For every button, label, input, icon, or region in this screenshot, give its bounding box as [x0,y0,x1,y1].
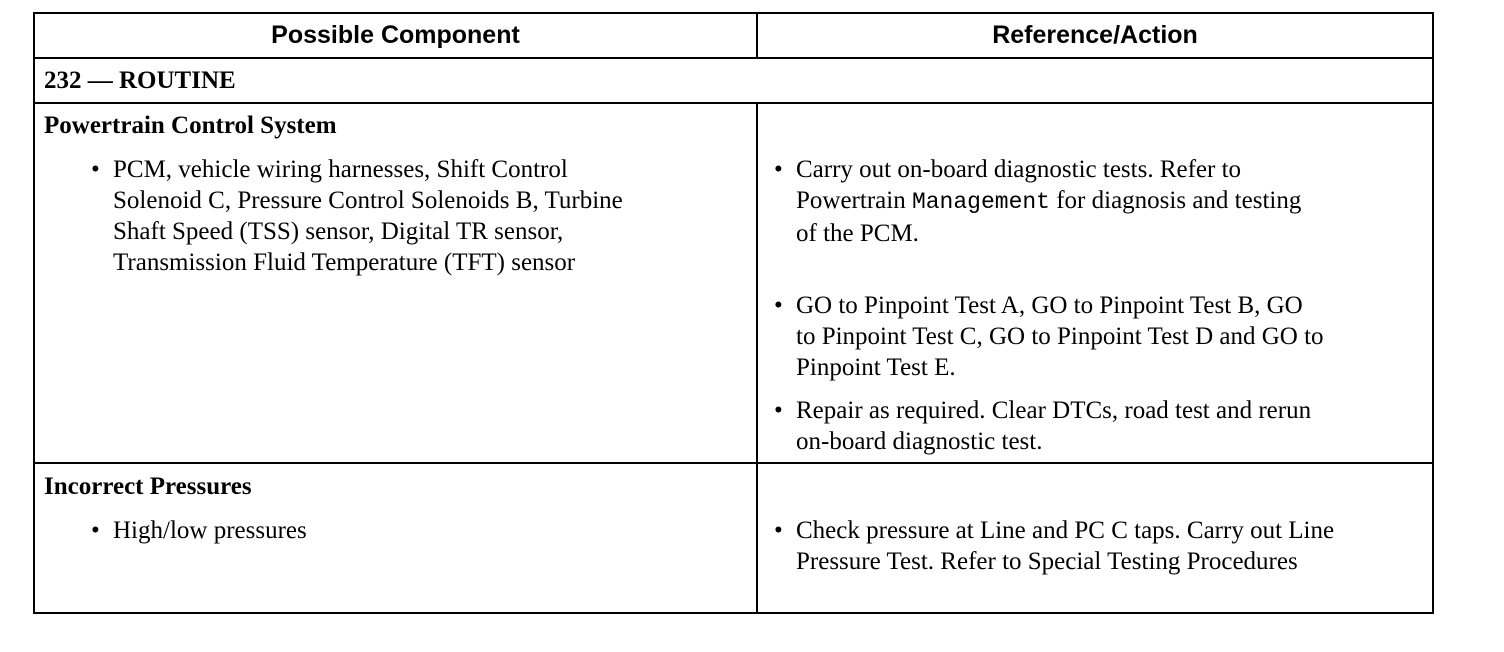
routine-divider [35,102,1432,104]
component-line: PCM, vehicle wiring harnesses, Shift Control [113,156,568,183]
powertrain-management-reference: Management [911,189,1050,215]
action-line: Pinpoint Test E. [796,354,956,381]
action-line: GO to Pinpoint Test A, GO to Pinpoint Test B, GO [796,292,1303,319]
action-line: Check pressure at Line and PC C taps. Carry out Line [796,517,1335,544]
bullet-glyph: • [774,517,783,544]
action-line: Repair as required. Clear DTCs, road test and rerun [796,397,1312,424]
component-line: Transmission Fluid Temperature (TFT) sensor [113,249,576,276]
component-line: Solenoid C, Pressure Control Solenoids B, Turbine [113,187,623,214]
action-bullet-repair [774,395,1424,457]
action-text: Powertrain [796,187,912,214]
action-line: of the PCM. [796,220,919,247]
component-line: Shaft Speed (TSS) sensor, Digital TR sensor, [113,218,564,245]
action-line: to Pinpoint Test C, GO to Pinpoint Test D and GO to [796,323,1324,350]
action-line: Carry out on-board diagnostic tests. Refer to [796,156,1242,183]
section-title-powertrain: Powertrain Control System [44,112,337,139]
bullet-glyph: • [91,517,100,544]
header-reference-action: Reference/Action [992,21,1198,49]
column-divider-body [756,102,758,612]
component-line: High/low pressures [113,517,307,544]
action-text: for diagnosis and testing [1049,187,1302,214]
action-bullet-check-pressure [774,515,1424,577]
bullet-glyph: • [774,156,783,183]
action-bullet-onboard-tests [774,154,1424,247]
section-divider [35,462,1432,464]
component-bullet-powertrain [91,154,731,278]
header-divider [35,57,1432,59]
action-line: on-board diagnostic test. [796,428,1043,455]
section-title-incorrect-pressures: Incorrect Pressures [44,473,252,500]
bullet-glyph: • [774,292,783,319]
action-line [796,185,1301,218]
action-bullet-pinpoint-tests [774,290,1424,383]
action-line: Pressure Test. Refer to Special Testing Procedures [796,548,1298,575]
bullet-glyph: • [774,397,783,424]
component-bullet-pressures [91,515,731,546]
routine-title: 232 — ROUTINE [44,67,236,94]
diagnostic-table [33,12,1434,614]
header-possible-component: Possible Component [271,21,520,49]
bullet-glyph: • [91,156,100,183]
